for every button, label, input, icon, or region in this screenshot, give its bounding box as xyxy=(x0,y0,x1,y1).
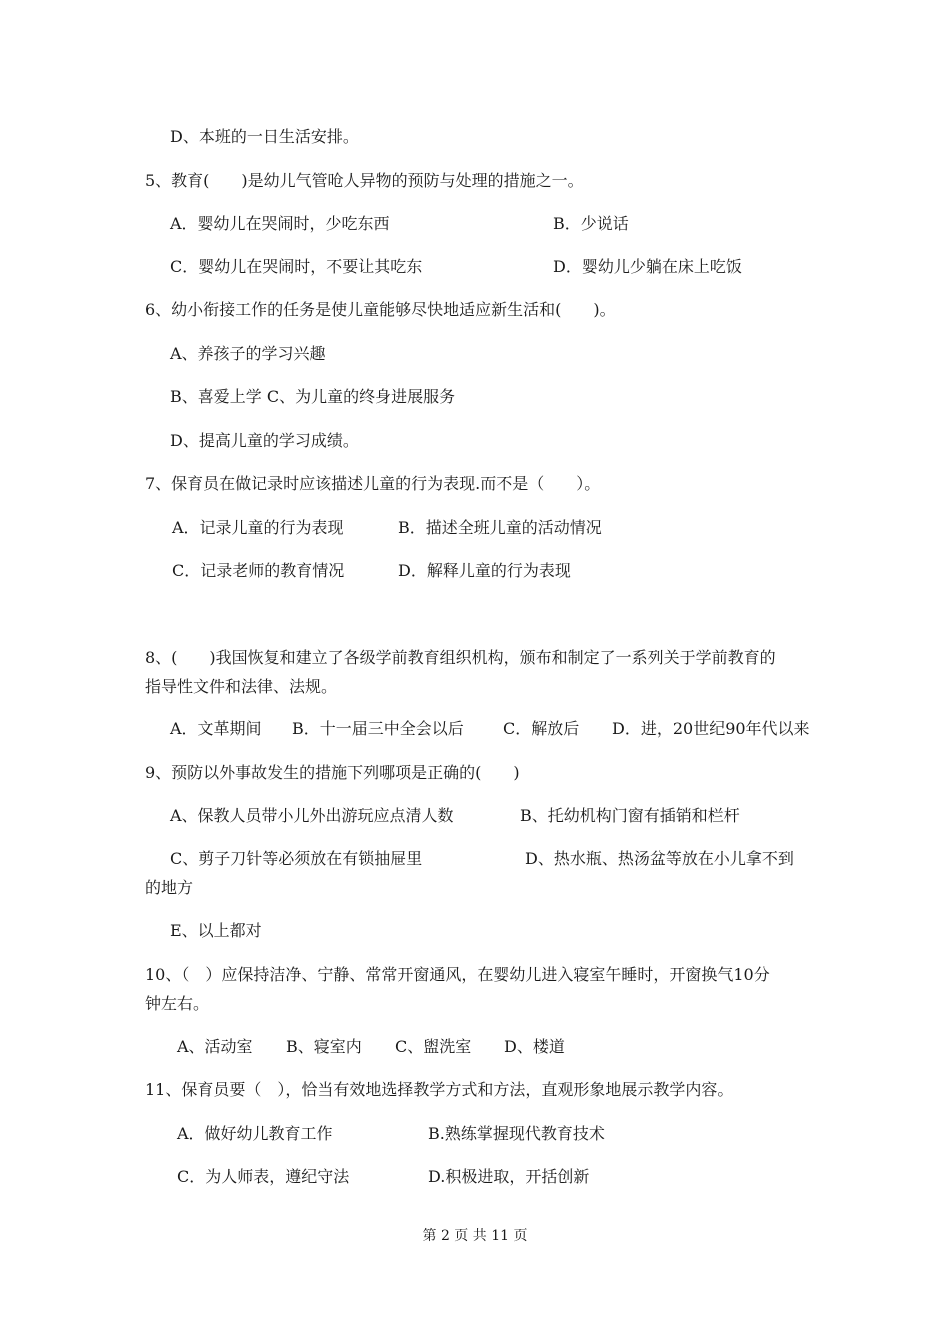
q5-option-a: A．婴幼儿在哭闹时，少吃东西 xyxy=(170,214,390,233)
q5-option-b: B．少说话 xyxy=(553,214,629,233)
q9-option-a: A、保教人员带小儿外出游玩应点清人数 xyxy=(170,806,454,825)
q4-option-d: D、本班的一日生活安排。 xyxy=(170,127,359,146)
q11-option-a: A．做好幼儿教育工作 xyxy=(177,1124,333,1143)
page-footer: 第 2 页 共 11 页 xyxy=(422,1228,528,1244)
q10-option-b: B、寝室内 xyxy=(286,1037,362,1056)
q9-option-b: B、托幼机构门窗有插销和栏杆 xyxy=(520,806,740,825)
q5-option-c: C．婴幼儿在哭闹时，不要让其吃东 xyxy=(170,257,423,276)
q7-option-b: B．描述全班儿童的活动情况 xyxy=(398,518,602,537)
q8-option-d: D．进，20世纪90年代以来 xyxy=(612,719,810,738)
q7-option-d: D．解释儿童的行为表现 xyxy=(398,561,571,580)
q10-stem-line2: 钟左右。 xyxy=(145,994,210,1013)
q10-option-a: A、活动室 xyxy=(177,1037,253,1056)
q9-option-e: E、以上都对 xyxy=(170,921,262,940)
q7-option-a: A．记录儿童的行为表现 xyxy=(172,518,344,537)
q8-option-b: B．十一届三中全会以后 xyxy=(292,719,464,738)
q9-option-c: C、剪子刀针等必须放在有锁抽屉里 xyxy=(170,849,423,868)
q8-option-c: C．解放后 xyxy=(503,719,580,738)
q9-option-d-line2: 的地方 xyxy=(145,878,194,897)
q5-option-d: D．婴幼儿少躺在床上吃饭 xyxy=(553,257,742,276)
q11-option-b: B.熟练掌握现代教育技术 xyxy=(428,1124,605,1143)
q11-stem: 11、保育员要（ ），恰当有效地选择教学方式和方法，直观形象地展示教学内容。 xyxy=(145,1080,734,1099)
q8-stem-line2: 指导性文件和法律、法规。 xyxy=(145,677,338,696)
q6-option-bc: B、喜爱上学 C、为儿童的终身进展服务 xyxy=(170,387,456,406)
q6-stem: 6、幼小衔接工作的任务是使儿童能够尽快地适应新生活和( )。 xyxy=(145,300,616,319)
q9-option-d-line1: D、热水瓶、热汤盆等放在小儿拿不到 xyxy=(525,849,794,868)
q10-option-d: D、楼道 xyxy=(504,1037,565,1056)
q11-option-d: D.积极进取，开括创新 xyxy=(428,1167,590,1186)
q10-stem-line1: 10、（ ）应保持洁净、宁静、常常开窗通风，在婴幼儿进入寝室午睡时，开窗换气10分 xyxy=(145,965,770,984)
q8-option-a: A．文革期间 xyxy=(170,719,262,738)
q10-option-c: C、盥洗室 xyxy=(395,1037,472,1056)
q6-option-d: D、提高儿童的学习成绩。 xyxy=(170,431,359,450)
q9-stem: 9、预防以外事故发生的措施下列哪项是正确的( ) xyxy=(145,763,520,782)
q11-option-c: C．为人师表，遵纪守法 xyxy=(177,1167,350,1186)
q8-stem-line1: 8、( )我国恢复和建立了各级学前教育组织机构，颁布和制定了一系列关于学前教育的 xyxy=(145,648,776,667)
q7-stem: 7、保育员在做记录时应该描述儿童的行为表现.而不是（ ）。 xyxy=(145,474,601,493)
q6-option-a: A、养孩子的学习兴趣 xyxy=(170,344,326,363)
q5-stem: 5、教育( )是幼儿气管呛人异物的预防与处理的措施之一。 xyxy=(145,171,584,190)
q7-option-c: C．记录老师的教育情况 xyxy=(172,561,345,580)
